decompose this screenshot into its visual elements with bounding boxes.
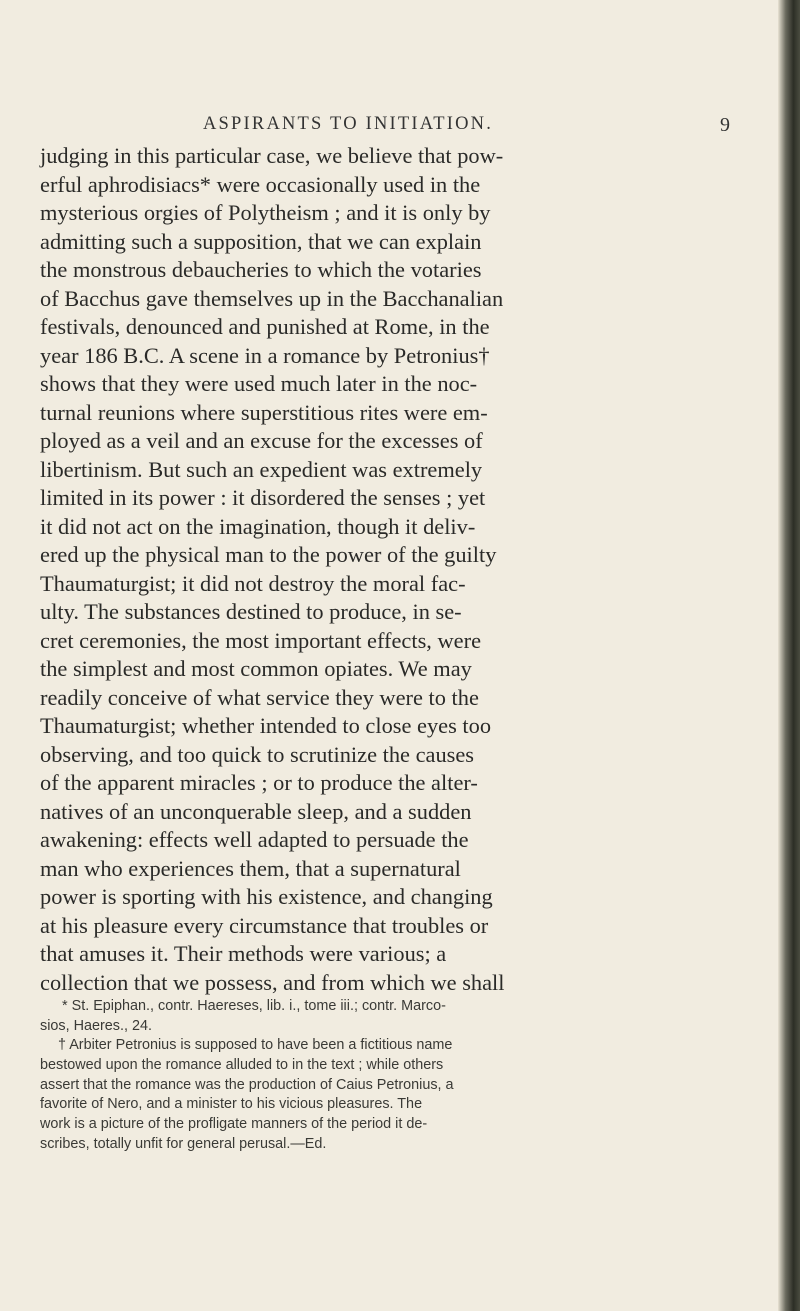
text-line: Thaumaturgist; it did not destroy the moral fac- xyxy=(40,570,466,596)
text-line: it did not act on the imagination, though it deliv- xyxy=(40,513,476,539)
footnote-line: bestowed upon the romance alluded to in the text ; while others xyxy=(40,1057,444,1074)
page-edge-shadow xyxy=(778,0,800,1311)
text-line: shows that they were used much later in the noc- xyxy=(40,371,478,396)
footnote-line: * St. Epiphan., contr. Haereses, lib. i., tome iii.; contr. Marco- xyxy=(62,998,446,1014)
text-line: turnal reunions where superstitious rites were em- xyxy=(40,399,488,425)
text-line: year 186 B.C. A scene in a romance by Petronius† xyxy=(40,342,490,368)
text-line: the monstrous debaucheries to which the votaries xyxy=(40,257,482,282)
text-line: admitting such a supposition, that we can explain xyxy=(40,228,482,254)
footnote-line: favorite of Nero, and a minister to his vicious pleasures. The xyxy=(40,1096,423,1113)
text-line: awakening: effects well adapted to persuade the xyxy=(40,827,469,852)
footnote-line: scribes, totally unfit for general perusal.—Ed. xyxy=(40,1135,327,1152)
text-line: festivals, denounced and punished at Rome, in the xyxy=(40,314,490,339)
text-line: libertinism. But such an expedient was extremely xyxy=(40,456,483,482)
text-line: ployed as a veil and an excuse for the excesses of xyxy=(40,428,483,453)
text-line: the simplest and most common opiates. We may xyxy=(40,656,472,681)
footnotes xyxy=(40,997,740,1155)
footnote-line: work is a picture of the profligate manners of the period it de- xyxy=(40,1116,428,1133)
text-line: ered up the physical man to the power of the guilty xyxy=(40,542,497,567)
text-line: man who experiences them, that a supernatural xyxy=(40,855,461,881)
footnote-line: sios, Haeres., 24. xyxy=(40,1017,152,1034)
running-head: ASPIRANTS TO INITIATION. xyxy=(203,114,494,134)
text-line: judging in this particular case, we believe that pow- xyxy=(40,143,504,168)
page-number: 9 xyxy=(720,114,730,136)
text-line: natives of an unconquerable sleep, and a sudden xyxy=(40,798,472,824)
text-line: of the apparent miracles ; or to produce the alter- xyxy=(40,770,478,795)
text-line: at his pleasure every circumstance that troubles or xyxy=(40,912,489,938)
text-line: of Bacchus gave themselves up in the Bacchanalian xyxy=(40,285,504,311)
footnote-line: † Arbiter Petronius is supposed to have been a fictitious name xyxy=(58,1037,453,1054)
text-line: mysterious orgies of Polytheism ; and it is only by xyxy=(40,200,491,225)
text-line: cret ceremonies, the most important effects, were xyxy=(40,627,482,653)
text-line: readily conceive of what service they were to the xyxy=(40,684,479,710)
text-line: Thaumaturgist; whether intended to close eyes too xyxy=(40,713,492,738)
text-line: limited in its power : it disordered the senses ; yet xyxy=(40,485,486,510)
text-line: that amuses it. Their methods were various; a xyxy=(40,941,447,966)
text-line: collection that we possess, and from which we shall xyxy=(40,969,505,995)
text-line: erful aphrodisiacs* were occasionally used in the xyxy=(40,171,481,197)
text-line: ulty. The substances destined to produce, in se- xyxy=(40,599,462,624)
footnote-line: assert that the romance was the production of Caius Petronius, a xyxy=(40,1076,454,1093)
text-line: observing, and too quick to scrutinize the causes xyxy=(40,741,475,767)
text-line: power is sporting with his existence, and changing xyxy=(40,884,493,909)
page-header xyxy=(0,114,800,144)
body-text xyxy=(40,142,740,997)
